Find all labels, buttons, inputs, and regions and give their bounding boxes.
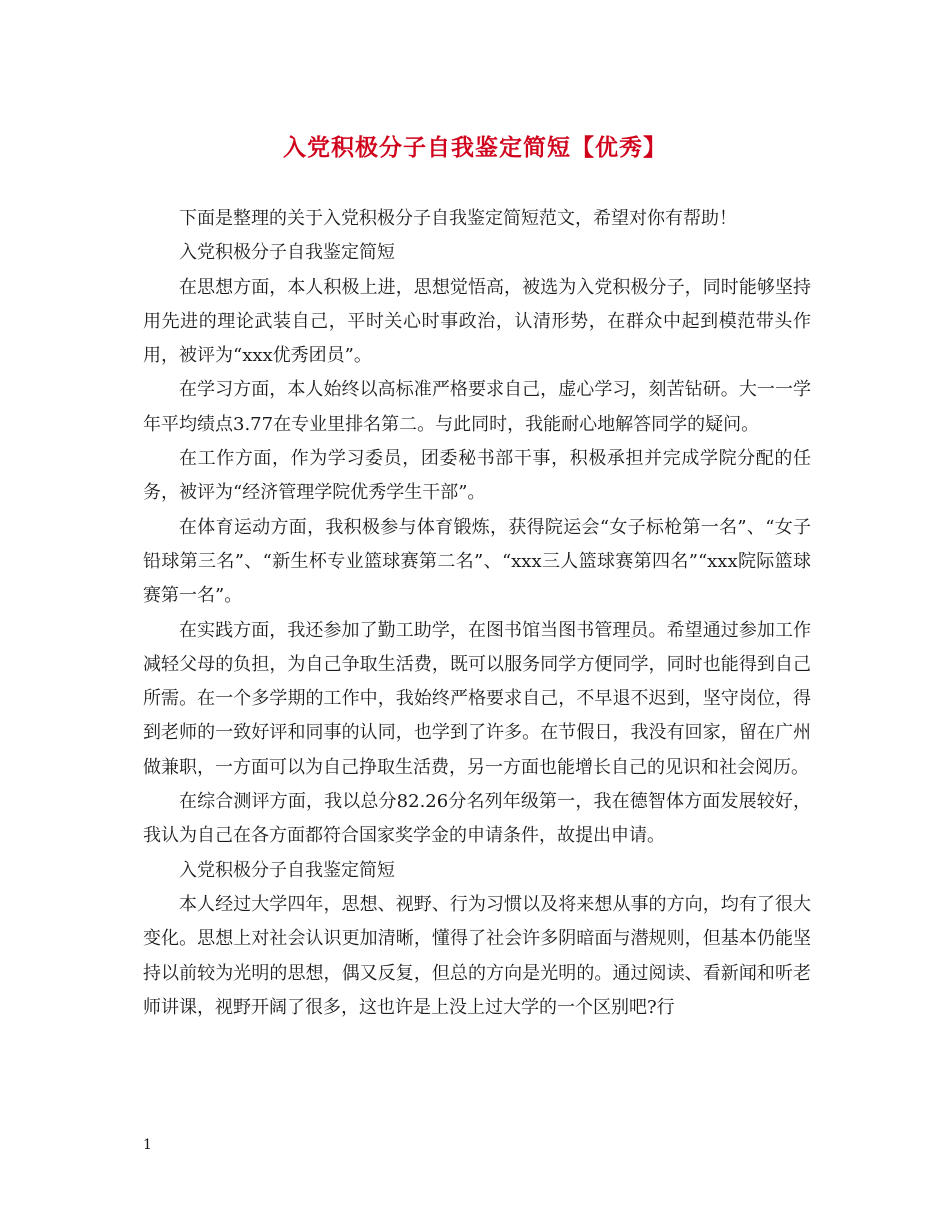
paragraph-university: 本人经过大学四年，思想、视野、行为习惯以及将来想从事的方向，均有了很大变化。思想上对社会认识更加清晰，懂得了社会许多阴暗面与潜规则，但基本仍能坚持以前较为光明的思想，偶又反复，但总的方向是光明的。通过阅读、看新闻和听老师讲课，视野开阔了很多，这也许是上没上过大学的一个区别吧?行 — [143, 893, 811, 1018]
section-heading: 入党积极分子自我鉴定简短 — [179, 859, 395, 881]
paragraph-intro: 下面是整理的关于入党积极分子自我鉴定简短范文，希望对你有帮助！ — [179, 208, 737, 229]
document-title: 入党积极分子自我鉴定简短【优秀】 — [283, 134, 667, 161]
paragraph-thought: 在思想方面，本人积极上进，思想觉悟高，被选为入党积极分子，同时能够坚持用先进的理论武装自己，平时关心时事政治，认清形势，在群众中起到模范带头作用，被评为“xxx优秀团员”。 — [143, 276, 811, 367]
paragraph-sports: 在体育运动方面，我积极参与体育锻炼，获得院运会“女子标枪第一名”、“女子铅球第三名”、“新生杯专业篮球赛第二名”、“xxx三人篮球赛第四名”“xxx院际篮球赛第一名”。 — [143, 516, 811, 607]
paragraph-work: 在工作方面，作为学习委员，团委秘书部干事，积极承担并完成学院分配的任务，被评为“经济管理学院优秀学生干部”。 — [143, 448, 811, 504]
document-body — [143, 202, 811, 1025]
paragraph-evaluation: 在综合测评方面，我以总分82.26分名列年级第一，我在德智体方面发展较好，我认为自己在各方面都符合国家奖学金的申请条件，故提出申请。 — [143, 791, 811, 847]
paragraph-study: 在学习方面，本人始终以高标准严格要求自己，虚心学习，刻苦钻研。大一一学年平均绩点3.77在专业里排名第二。与此同时，我能耐心地解答同学的疑问。 — [143, 379, 811, 435]
page-number: 1 — [143, 1137, 152, 1153]
paragraph-practice: 在实践方面，我还参加了勤工助学，在图书馆当图书管理员。希望通过参加工作减轻父母的负担，为自己争取生活费，既可以服务同学方便同学，同时也能得到自己所需。在一个多学期的工作中，我始终严格要求自己，不早退不迟到，坚守岗位，得到老师的一致好评和同事的认同，也学到了许多。在节假日，我没有回家，留在广州做兼职，一方面可以为自己挣取生活费，另一方面也能增长自己的见识和社会阅历。 — [143, 619, 811, 778]
section-heading: 入党积极分子自我鉴定简短 — [179, 242, 395, 264]
